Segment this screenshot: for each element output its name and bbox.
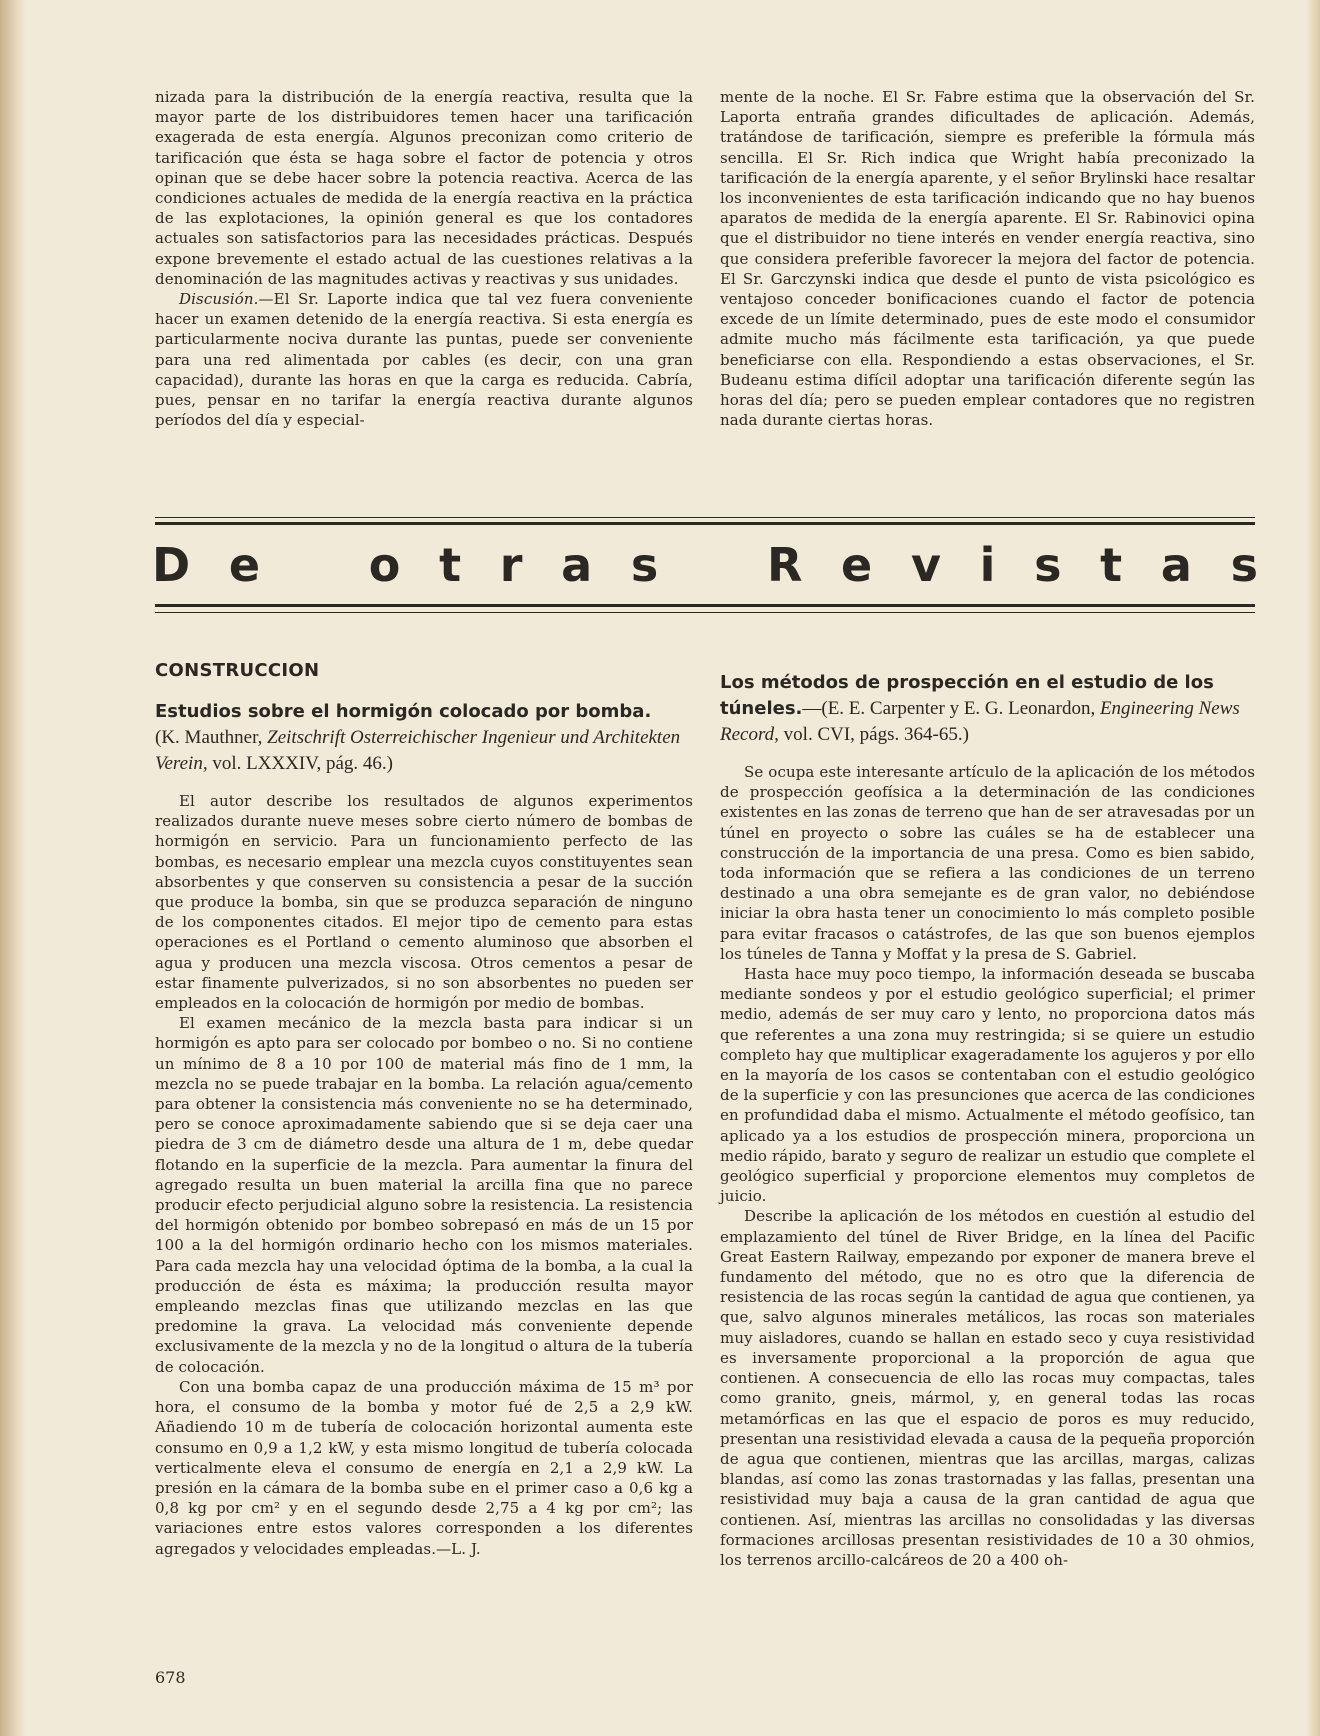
article-title: Los métodos de prospección en el estudio de los túneles. (720, 672, 1214, 719)
paragraph: Se ocupa este interesante artículo de la aplicación de los métodos de prospección geofísica a la determinación de las condiciones existentes en las zonas de terreno que han de ser atravesadas por un túnel en proyecto o sobre las cuáles se ha de establecer una construcción de la importancia de una presa. Como es bien sabido, toda información que se refiera a las condiciones de un terreno destinado a una obra semejante es de gran valor, no debiéndose iniciar la obra hasta tener un conocimiento lo más completo posible para evitar fracasos o catástrofes, de las que son buenos ejemplos los túneles de Tanna y Moffat y la presa de S. Gabriel. (720, 763, 1255, 963)
bottom-left-column (155, 660, 693, 1559)
banner-letter: s (1034, 538, 1062, 592)
banner-letter: R (766, 538, 803, 592)
bottom-right-column (720, 670, 1255, 1570)
ref-author: —(E. E. Carpenter y E. G. Leonardon, (802, 698, 1100, 719)
ref-volume: vol. LXXXIV, pág. 46.) (207, 753, 394, 774)
top-left-column (155, 87, 693, 430)
ref-journal: Zeitschrift Osterreichischer Ingenieur und Architekten Verein, (155, 727, 681, 774)
paragraph: El autor describe los resultados de algunos experimentos realizados durante nueve meses sobre cierto número de bombas de hormigón en servicio. Para un funcionamiento perfecto de las bombas, es necesario emplear una mezcla cuyos constituyentes sean absorbentes y que conserven su consistencia a pesar de la succión que produce la bomba, sin que se produzca separación de ninguno de los componentes citados. El mejor tipo de cemento para estas operaciones es el Portland o cemento aluminoso que absorben el agua y producen una mezcla viscosa. Otros cementos a pesar de estar finamente pulverizados, si no son absorbentes no pueden ser empleados en la colocación de hormigón por medio de bombas. (155, 792, 693, 1013)
banner-letter: v (910, 538, 941, 592)
paragraph: Con una bomba capaz de una producción máxima de 15 m³ por hora, el consumo de la bomba y motor fué de 2,5 a 2,9 kW. Añadiendo 10 m de tubería de colocación horizontal aumenta este consumo en 0,9 a 1,2 kW, y esta mismo longitud de tubería colocada verticalmente eleva el consumo de energía en 2,1 a 2,9 kW. La presión en la cámara de la bomba sube en el primer caso a 0,6 kg a 0,8 kg por cm² y en el segundo desde 2,75 a 4 kg por cm²; las variaciones entre estos valores corresponden a los diferentes agregados y velocidades empleadas.—L. J. (155, 1377, 693, 1558)
article-header (720, 670, 1255, 748)
page-binding-shadow (0, 0, 26, 1736)
section-heading: CONSTRUCCION (155, 660, 320, 681)
page-number: 678 (155, 1668, 186, 1687)
banner-letter: e (228, 538, 261, 592)
ref-volume: vol. CVI, págs. 364-65.) (778, 724, 969, 745)
banner-letter: a (1160, 538, 1192, 592)
banner-letter: D (152, 538, 191, 592)
banner-letter: s (1230, 538, 1258, 592)
paragraph: El examen mecánico de la mezcla basta para indicar si un hormigón es apto para ser colocado por bombeo o no. Si no contiene un mínimo de 8 a 10 por 100 de material más fino de 1 mm, la mezcla no se puede trabajar en la bomba. La relación agua/cemento para obtener la consistencia más conveniente no se ha determinado, pero se conoce aproximadamente sabiendo que si se deja caer una piedra de 3 cm de diámetro desde una altura de 1 m, debe quedar flotando en la superficie de la mezcla. Para aumentar la finura del agregado resulta un buen material la arcilla fina que no parece producir efecto perjudicial alguno sobre la resistencia. La resistencia del hormigón obtenido por bombeo sobrepasó en más de un 15 por 100 a la del hormigón ordinario hecho con los mismos materiales. Para cada mezcla hay una velocidad óptima de la bomba, a la cual la producción de ésta es máxima; la producción resulta mayor empleando mezclas finas que utilizando mezclas en las que predomine la grava. La velocidad más conveniente depende exclusivamente de la mezcla y no de la longitud o altura de la tubería de colocación. (155, 1014, 693, 1376)
divider-rule (155, 517, 1255, 518)
ref-journal: Engineering News Record, (720, 698, 1240, 745)
banner-letter: e (841, 538, 873, 592)
paragraph: Describe la aplicación de los métodos en cuestión al estudio del emplazamiento del túnel de River Bridge, en la línea del Pacific Great Eastern Railway, empezando por exponer de manera breve el fundamento del método, que no es otro que la diferencia de resistencia de las rocas según la cantidad de agua que contienen, ya que, salvo algunos minerales metálicos, las rocas son materiales muy aisladores, cuando se hallan en estado seco y cuya resistividad es inversamente proporcional a la proporción de agua que contienen. A consecuencia de ello las rocas muy compactas, tales como granito, gneis, mármol, y, en general todas las rocas metamórficas en las que el espacio de poros es muy reducido, presentan una resistividad elevada a causa de la pequeña proporción de agua que contienen, mientras que las arcillas, margas, calizas blandas, así como las zonas trastornadas y las fallas, presentan una resistividad muy baja a causa de la gran cantidad de agua que contienen. Así, mientras las arcillas no consolidadas y las diversas formaciones arcillosas presentan resistividades de 10 a 30 ohmios, los terrenos arcillo-calcáreos de 20 a 400 oh- (720, 1207, 1255, 1569)
divider-rule-thick (155, 522, 1255, 525)
banner-letter: s (630, 538, 659, 592)
top-right-column (720, 87, 1255, 430)
discussion-paragraph (155, 289, 693, 430)
banner-letter: a (561, 538, 593, 592)
article-header (155, 699, 693, 777)
divider-rule-thick (155, 604, 1255, 607)
banner-letter: r (499, 538, 523, 592)
section-banner-title (152, 534, 1258, 596)
article-reference (155, 727, 680, 774)
divider-rule (155, 612, 1255, 613)
banner-letter: t (1100, 538, 1123, 592)
discussion-text: —El Sr. Laporte indica que tal vez fuera conveniente hacer un examen detenido de la energía reactiva. Si esta energía es particularmente nociva durante las puntas, puede ser conveniente para una red alimentada por cables (es decir, con una gran capacidad), durante las horas en que la carga es reducida. Cabría, pues, pensar en no tarifar la energía reactiva durante algunos períodos del día y especial- (155, 290, 693, 430)
banner-letter: t (439, 538, 462, 592)
paragraph: mente de la noche. El Sr. Fabre estima que la observación del Sr. Laporta entraña grandes dificultades de aplicación. Además, tratándose de tarificación, siempre es preferible la fórmula más sencilla. El Sr. Rich indica que Wright había preconizado la tarificación de la energía aparente, y el señor Brylinski hace resaltar los inconvenientes de esta tarificación indicando que no hay buenos aparatos de medida de la energía aparente. El Sr. Rabinovici opina que el distribuidor no tiene interés en vender energía reactiva, sino que considera preferible favorecer la mejora del factor de potencia. El Sr. Garczynski indica que desde el punto de vista psicológico es ventajoso conceder bonificaciones cuando el factor de potencia excede de un límite determinado, pues de este modo el consumidor admite mucho más fácilmente esta tarificación, ya que puede beneficiarse con ella. Respondiendo a estas observaciones, el Sr. Budeanu estima difícil adoptar una tarificación diferente según las horas del día; pero se pueden emplear contadores que no registren nada durante ciertas horas. (720, 88, 1255, 430)
ref-author: (K. Mauthner, (155, 727, 268, 748)
article-title: Estudios sobre el hormigón colocado por bomba. (155, 701, 652, 722)
paragraph: Hasta hace muy poco tiempo, la información deseada se buscaba mediante sondeos y por el estudio geológico superficial; el primer medio, además de ser muy caro y lento, no proporciona datos más que referentes a una zona muy restringida; si se quiere un estudio completo hay que multiplicar exageradamente los agujeros y por ello en la mayoría de los casos se contentaban con el estudio geológico de la superficie y con las presunciones que acerca de las condiciones en profundidad daba el mismo. Actualmente el método geofísico, tan aplicado ya a los estudios de prospección minera, proporciona un medio rápido, barato y seguro de realizar un estudio que complete el geológico superficial y proporcione elementos muy completos de juicio. (720, 965, 1255, 1206)
banner-letter: i (979, 538, 996, 592)
page-edge (1306, 0, 1320, 1736)
paragraph: nizada para la distribución de la energía reactiva, resulta que la mayor parte de los distribuidores temen hacer una tarificación exagerada de esta energía. Algunos preconizan como criterio de tarificación que ésta se haga sobre el factor de potencia y otros opinan que se debe hacer sobre la potencia reactiva. Acerca de las condiciones actuales de medida de la energía reactiva en la práctica de las explotaciones, la opinión general es que los contadores actuales son satisfactorios para las necesidades prácticas. Después expone brevemente el estado actual de las cuestiones relativas a la denominación de las magnitudes activas y reactivas y sus unidades. (155, 88, 693, 288)
banner-letter: o (368, 538, 401, 592)
discussion-label: Discusión. (179, 290, 259, 309)
